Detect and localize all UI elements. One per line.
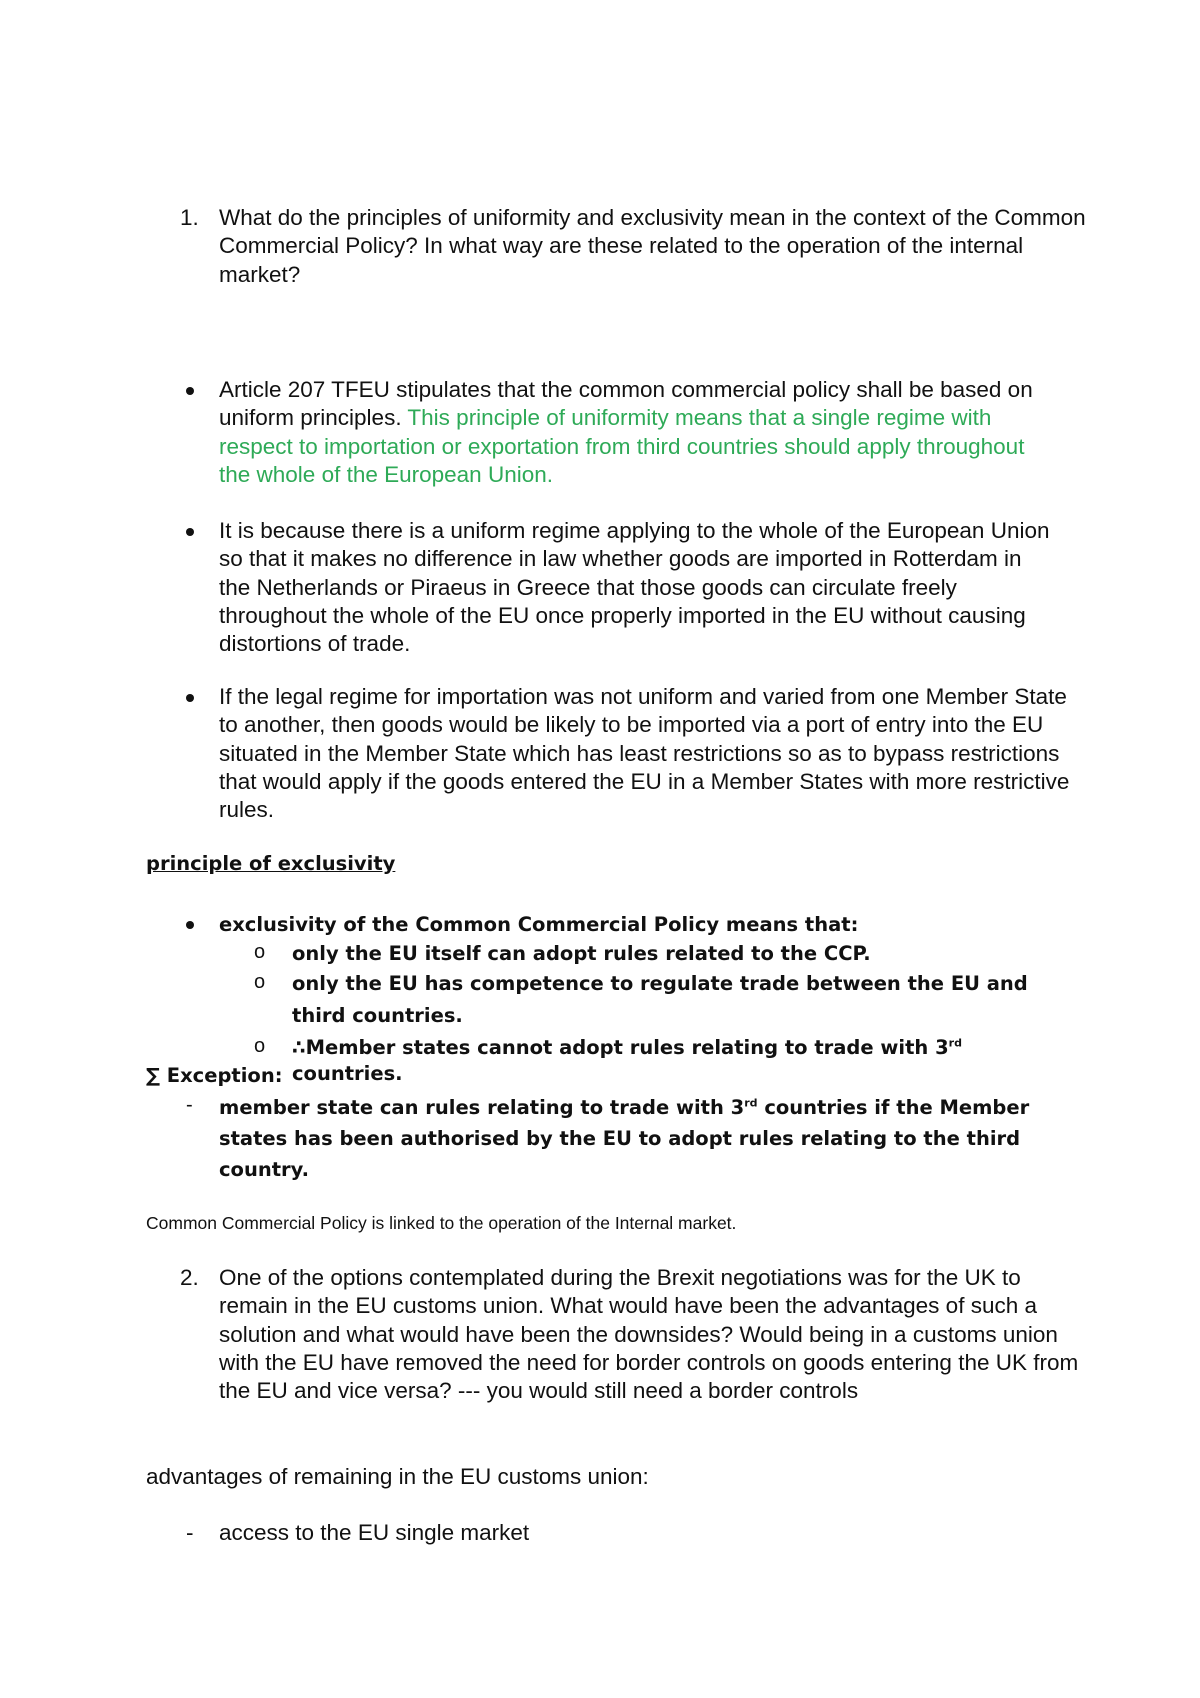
- dash-marker: -: [186, 1094, 193, 1116]
- bullet-text: exclusivity of the Common Commercial Policy means that:: [219, 913, 859, 936]
- sub-item-text: ∴Member states cannot adopt rules relating to trade with 3rd countries.: [292, 1036, 962, 1085]
- bullet-icon: [186, 387, 194, 395]
- question-number: 2.: [180, 1265, 199, 1290]
- bullet-text: Article 207 TFEU stipulates that the common commercial policy shall be based on uniform principles.: [219, 377, 1033, 431]
- exception-text: member state can rules relating to trade with 3rd countries if the Member states has been authorised by the EU to adopt rules relating to the third country.: [219, 1096, 1030, 1181]
- sub-bullet-marker: o: [254, 1035, 266, 1057]
- list-item-text: access to the EU single market: [219, 1520, 530, 1545]
- advantages-heading: advantages of remaining in the EU customs union:: [146, 1464, 649, 1489]
- dash-marker: -: [186, 1520, 194, 1545]
- question-text: One of the options contemplated during the Brexit negotiations was for the UK to remain in the EU customs union. What would have been the advantages of such a solution and what would have been the downsides? Would being in a customs union with the EU have removed the need for border controls on goods entering the UK from the EU and vice versa? --- you would still need a border controls: [219, 1265, 1079, 1404]
- sub-item-text: only the EU itself can adopt rules related to the CCP.: [292, 942, 871, 965]
- bullet-text: It is because there is a uniform regime applying to the whole of the European Union so that it makes no difference in law whether goods are imported in Rotterdam in the Netherlands or Piraeus in Greece that those goods can circulate freely throughout the whole of the EU once properly imported in the EU without causing distortions of trade.: [219, 518, 1050, 657]
- bullet-icon: [186, 694, 194, 702]
- bullet-text: If the legal regime for importation was not uniform and varied from one Member State to another, then goods would be likely to be imported via a port of entry into the EU situated in the Member State which has least restrictions so as to bypass restrictions that would apply if the goods entered the EU in a Member States with more restrictive rules.: [219, 684, 1070, 823]
- document-page: 1. What do the principles of uniformity and exclusivity mean in the context of the Common Commercial Policy? In what way are these related to the operation of the internal market? Article 207 TFEU stipulates that the common commercial policy shall be based on uniform principles. This principle of uniformity means that a single regime with respect to importation or exportation from third countries should apply throughout the whole of the European Union. It is because there is a uniform regime applying to the whole of the European Union so that it makes no difference in law whether goods are imported in Rotterdam in the Netherlands or Piraeus in Greece that those goods can circulate freely throughout the whole of the EU once properly imported in the EU without causing distortions of trade. If the legal regime for importation was not uniform and varied from one Member State to another, then goods would be likely to be imported via a port of entry into the EU situated in the Member State which has least restrictions so as to bypass restrictions that would apply if the goods entered the EU in a Member States with more restrictive rules. principle of exclusivity exclusivity of the Common Commercial Policy means that: o only the EU itself can adopt rules related to the CCP. o only the EU has competence to regulate trade between the EU and third countries. o ∴Member states cannot adopt rules relating to trade with 3rd countries. ∑ Exception: - member state can rules relating to trade with 3rd countries if the Member states has been authorised by the EU to adopt rules relating to the third country. Common Commercial Policy is linked to the operation of the Internal market. 2. One of the options contemplated during the Brexit negotiations was for the UK to remain in the EU customs union. What would have been the advantages of such a solution and what would have been the downsides? Would being in a customs union with the EU have removed the need for border controls on goods entering the UK from the EU and vice versa? --- you would still need a border controls advantages of remaining in the EU customs union: - access to the EU single market: [0, 0, 1200, 1698]
- bullet-icon: [186, 921, 194, 929]
- question-text: What do the principles of uniformity and exclusivity mean in the context of the Common Commercial Policy? In what way are these related to the operation of the internal market?: [219, 205, 1086, 287]
- question-number: 1.: [180, 205, 199, 230]
- highlighted-text: This principle of uniformity means that a single regime with respect to importation or exportation from third countries should apply throughout the whole of the European Union.: [219, 405, 1025, 487]
- section-heading: principle of exclusivity: [146, 852, 396, 875]
- sub-item-text: only the EU has competence to regulate trade between the EU and third countries.: [292, 972, 1028, 1027]
- sub-bullet-marker: o: [254, 941, 266, 963]
- bullet-icon: [186, 528, 194, 536]
- note-text: Common Commercial Policy is linked to the operation of the Internal market.: [146, 1213, 737, 1233]
- sub-bullet-marker: o: [254, 971, 266, 993]
